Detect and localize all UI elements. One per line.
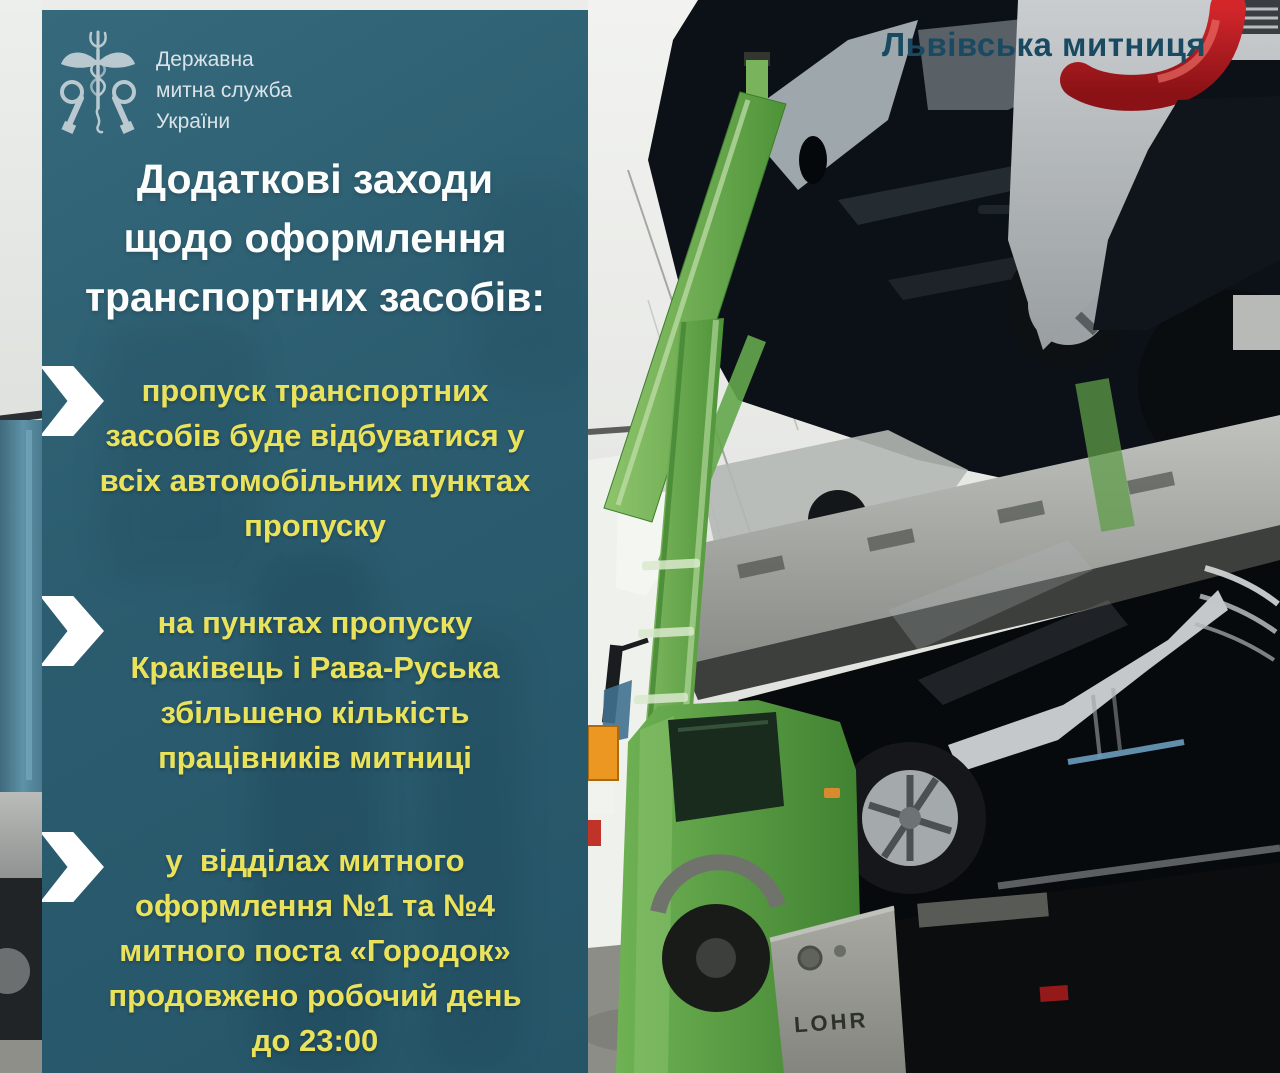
bullet-line: на пунктах пропуску: [157, 605, 473, 640]
bullet-line: працівників митниці: [158, 740, 472, 775]
bullet-line: продовжено робочий день: [108, 978, 522, 1013]
org-name: [156, 28, 292, 137]
org-name-line: митна служба: [156, 79, 292, 102]
left-strip-sky: [0, 0, 42, 428]
bullet-text-3: [42, 838, 588, 1063]
trailer-brand-text: LOHR: [793, 1007, 870, 1038]
bullet-line: всіх автомобільних пунктах: [99, 463, 531, 498]
left-strip-truck-highlight: [26, 430, 32, 780]
left-strip-blue-truck: [0, 420, 42, 792]
bullet-text-2: [42, 600, 588, 780]
bullet-line: оформлення №1 та №4: [135, 888, 495, 923]
bullet-line: до 23:00: [251, 1023, 379, 1058]
bullet-line: пропуску: [244, 508, 386, 543]
org-name-line: України: [156, 110, 231, 133]
poster-title-line: Додаткові заходи: [136, 156, 494, 202]
poster-title-line: транспортних засобів:: [84, 274, 546, 320]
region-watermark: Львівська митниця: [882, 26, 1207, 63]
org-name-line: Державна: [156, 48, 254, 71]
left-strip-fender: [0, 792, 42, 880]
bullet-text-1: [42, 368, 588, 548]
customs-panel: [42, 10, 588, 1073]
customs-caduceus-emblem-icon: [56, 28, 140, 140]
bullet-line: збільшено кількість: [160, 695, 470, 730]
bullet-line: Краківець і Рава-Руська: [130, 650, 500, 685]
bullet-line: митного поста «Городок»: [119, 933, 511, 968]
bullet-line: засобів буде відбуватися у: [105, 418, 525, 453]
bullet-line: у відділах митного: [165, 843, 465, 878]
bullet-line: пропуск транспортних: [141, 373, 489, 408]
poster-title-line: щодо оформлення: [123, 215, 507, 261]
org-logo: [56, 28, 292, 140]
transporter-photo: [588, 0, 1280, 1073]
left-strip-asphalt: [0, 1040, 42, 1073]
poster-title: [42, 150, 588, 327]
